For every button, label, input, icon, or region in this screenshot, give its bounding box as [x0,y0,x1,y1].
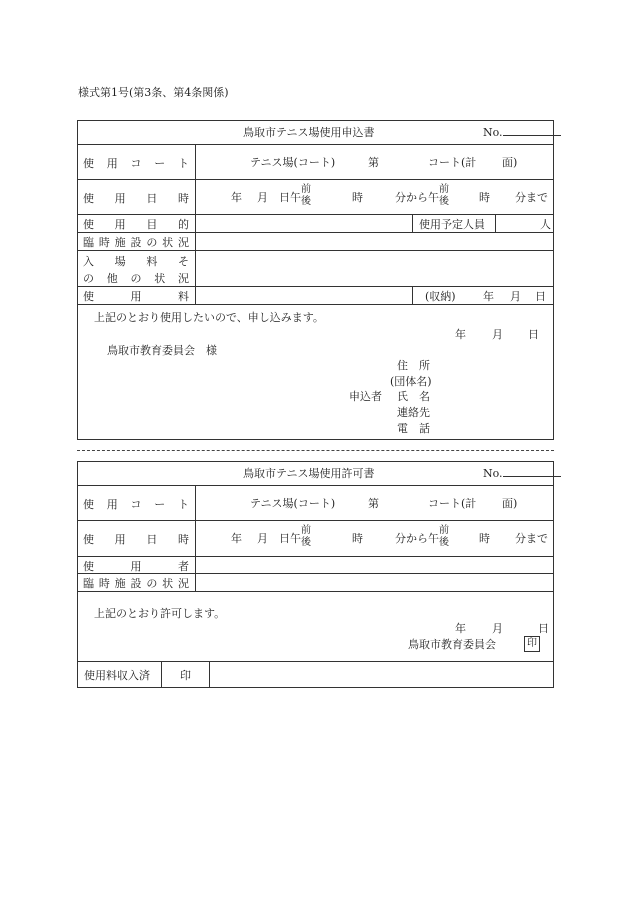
permit-number[interactable] [483,468,561,479]
date-until: 分まで [515,191,548,204]
date-day: 日 [279,191,290,204]
label-char: 設 [130,236,142,249]
fee-label [83,287,189,305]
date-hour-2: 時 [479,191,490,204]
fee-day: 日 [535,290,546,303]
permit-title: 鳥取市テニス場使用許可書 [243,467,375,480]
label-char: の [146,577,158,590]
label-char: 料 [178,290,189,303]
permit-am-label-2: 前 [439,525,449,536]
label-char: 目 [146,218,158,231]
addressee: 鳥取市教育委員会 様 [107,344,217,357]
permit-ampm-stack-2 [439,525,449,548]
label-char: 用 [114,191,126,205]
fee-received-row [78,661,553,687]
label-char: 時 [98,236,110,249]
am-label: 前 [301,184,311,195]
permit-court-label [83,486,189,521]
permit-ampm-prefix: 午 [290,532,301,545]
date-month: 月 [257,191,268,204]
label-char: の [146,236,158,249]
application-form [77,120,554,440]
date-ampm-stack-2 [439,184,449,207]
permit-date-from: 分から [395,532,428,545]
label-char: 用 [106,497,118,511]
permit-date-hour: 時 [352,532,363,545]
permit-temp-facility-row [78,573,553,591]
permit-date-label [83,521,189,557]
label-char: 使 [83,156,94,170]
permit-date-month: 月 [257,532,268,545]
court-label [83,145,189,180]
temp-facility-row [78,232,553,250]
permit-user-row [78,556,553,573]
fee-year: 年 [483,290,494,303]
date-ampm-stack [301,184,311,207]
date-from: 分から [395,191,428,204]
fee-row [78,286,553,304]
court-place: テニス場(コート) [250,156,336,169]
permit-date-hour-2: 時 [479,532,490,545]
people-unit: 人 [540,218,551,231]
label-char: 時 [177,533,189,546]
permit-date-day: 日 [279,532,290,545]
court-ordinal: 第 [368,156,379,169]
permit-issuer: 鳥取市教育委員会 [408,638,496,651]
fee-received-label: 使用料収入済 [84,669,150,682]
admission-label-1 [83,252,189,269]
permit-user-label [83,557,189,574]
applicant-address: 住 所 [397,359,430,372]
permit-court-unit: 面) [502,497,518,510]
label-char: 日 [146,533,158,546]
permit-month: 月 [492,622,503,635]
label-char: 使 [83,218,94,231]
fee-month: 月 [510,290,521,303]
label-char: 者 [178,559,189,573]
label-char: 況 [177,577,189,590]
court-row [78,144,553,179]
permit-date-year: 年 [231,532,242,545]
label-char: 用 [130,290,142,303]
pm-label-2: 後 [439,195,449,207]
date-ampm-prefix-2: 午 [428,191,439,204]
permit-date-row [78,520,553,556]
applicant-label: 申込者 [349,390,382,403]
application-declaration [78,304,553,440]
permit-number-field[interactable] [503,476,561,477]
court-unit: 面) [502,156,518,169]
label-char: 用 [106,156,118,170]
decl-day: 日 [528,328,539,341]
seal-stamp: 印 [524,636,540,652]
permit-pm-label-2: 後 [439,536,449,548]
purpose-label [83,215,189,233]
label-char: 臨 [83,236,94,249]
label-char: 状 [154,271,166,285]
decl-month: 月 [492,328,503,341]
permit-year: 年 [455,622,466,635]
permit-date-until: 分まで [515,532,548,545]
permit-court-row [78,485,553,520]
permit-statement: 上記のとおり許可します。 [94,607,226,620]
label-char: の [130,271,142,285]
label-char: 臨 [83,577,94,590]
cut-line [77,450,554,451]
date-row [78,179,553,214]
label-char: 用 [130,559,142,573]
permit-court-total: コート(計 [428,497,477,510]
permit-ampm-stack [301,525,311,548]
label-char: 日 [146,191,158,205]
permit-temp-facility-label [83,574,189,592]
label-char: 他 [106,271,118,285]
label-char: 時 [177,191,189,205]
label-char: 入 [83,254,94,268]
pm-label: 後 [301,195,311,207]
label-char: そ [177,254,189,268]
label-char: ト [178,156,189,170]
applicant-name: 氏 名 [397,390,430,403]
applicant-group: (団体名) [390,375,432,388]
application-statement: 上記のとおり使用したいので、申し込みます。 [94,311,324,324]
purpose-row [78,214,553,232]
permit-court-ordinal: 第 [368,497,379,510]
permit-form [77,461,554,688]
permit-day: 日 [538,622,549,635]
temp-facility-label [83,233,189,251]
permit-declaration [78,591,553,661]
permit-number-label: No. [483,467,503,480]
label-char: 使 [83,191,94,205]
application-title: 鳥取市テニス場使用申込書 [243,126,375,139]
number-field[interactable] [503,135,561,136]
label-char: 料 [146,254,158,268]
applicant-contact: 連絡先 [397,406,430,419]
permit-seal [524,636,540,652]
label-char: 況 [178,271,189,285]
label-char: 使 [83,290,94,303]
permit-ampm-prefix-2: 午 [428,532,439,545]
label-char: 時 [98,577,110,590]
date-ampm-prefix: 午 [290,191,301,204]
court-total: コート(計 [428,156,477,169]
label-char: 設 [130,577,142,590]
permit-am-label: 前 [301,525,311,536]
label-char: の [83,271,94,285]
label-char: 用 [114,218,126,231]
label-char: 施 [114,577,126,590]
label-char: 状 [162,236,174,249]
label-char: 況 [177,236,189,249]
permit-court-place: テニス場(コート) [250,497,336,510]
form-number-label: 様式第1号(第3条、第4条関係) [78,86,229,99]
label-char: コ [130,497,142,511]
label-char: ー [154,156,166,170]
label-char: 場 [114,254,126,268]
application-number[interactable] [483,127,561,138]
number-label: No. [483,126,503,139]
label-char: 使 [83,533,94,546]
people-label: 使用予定人員 [419,218,485,231]
label-char: コ [130,156,142,170]
label-char: 的 [177,218,189,231]
date-hour: 時 [352,191,363,204]
date-label [83,180,189,215]
admission-row [78,250,553,286]
label-char: ー [154,497,166,511]
label-char: ト [178,497,189,511]
label-char: 使 [83,497,94,511]
fee-receipt: (収納) [425,290,456,303]
label-char: 使 [83,559,94,573]
decl-year: 年 [455,328,466,341]
label-char: 施 [114,236,126,249]
label-char: 用 [114,533,126,546]
permit-pm-label: 後 [301,536,311,548]
am-label-2: 前 [439,184,449,195]
fee-received-seal: 印 [180,669,191,682]
admission-label-2 [83,269,189,286]
date-year: 年 [231,191,242,204]
label-char: 状 [162,577,174,590]
applicant-phone: 電 話 [397,422,430,435]
